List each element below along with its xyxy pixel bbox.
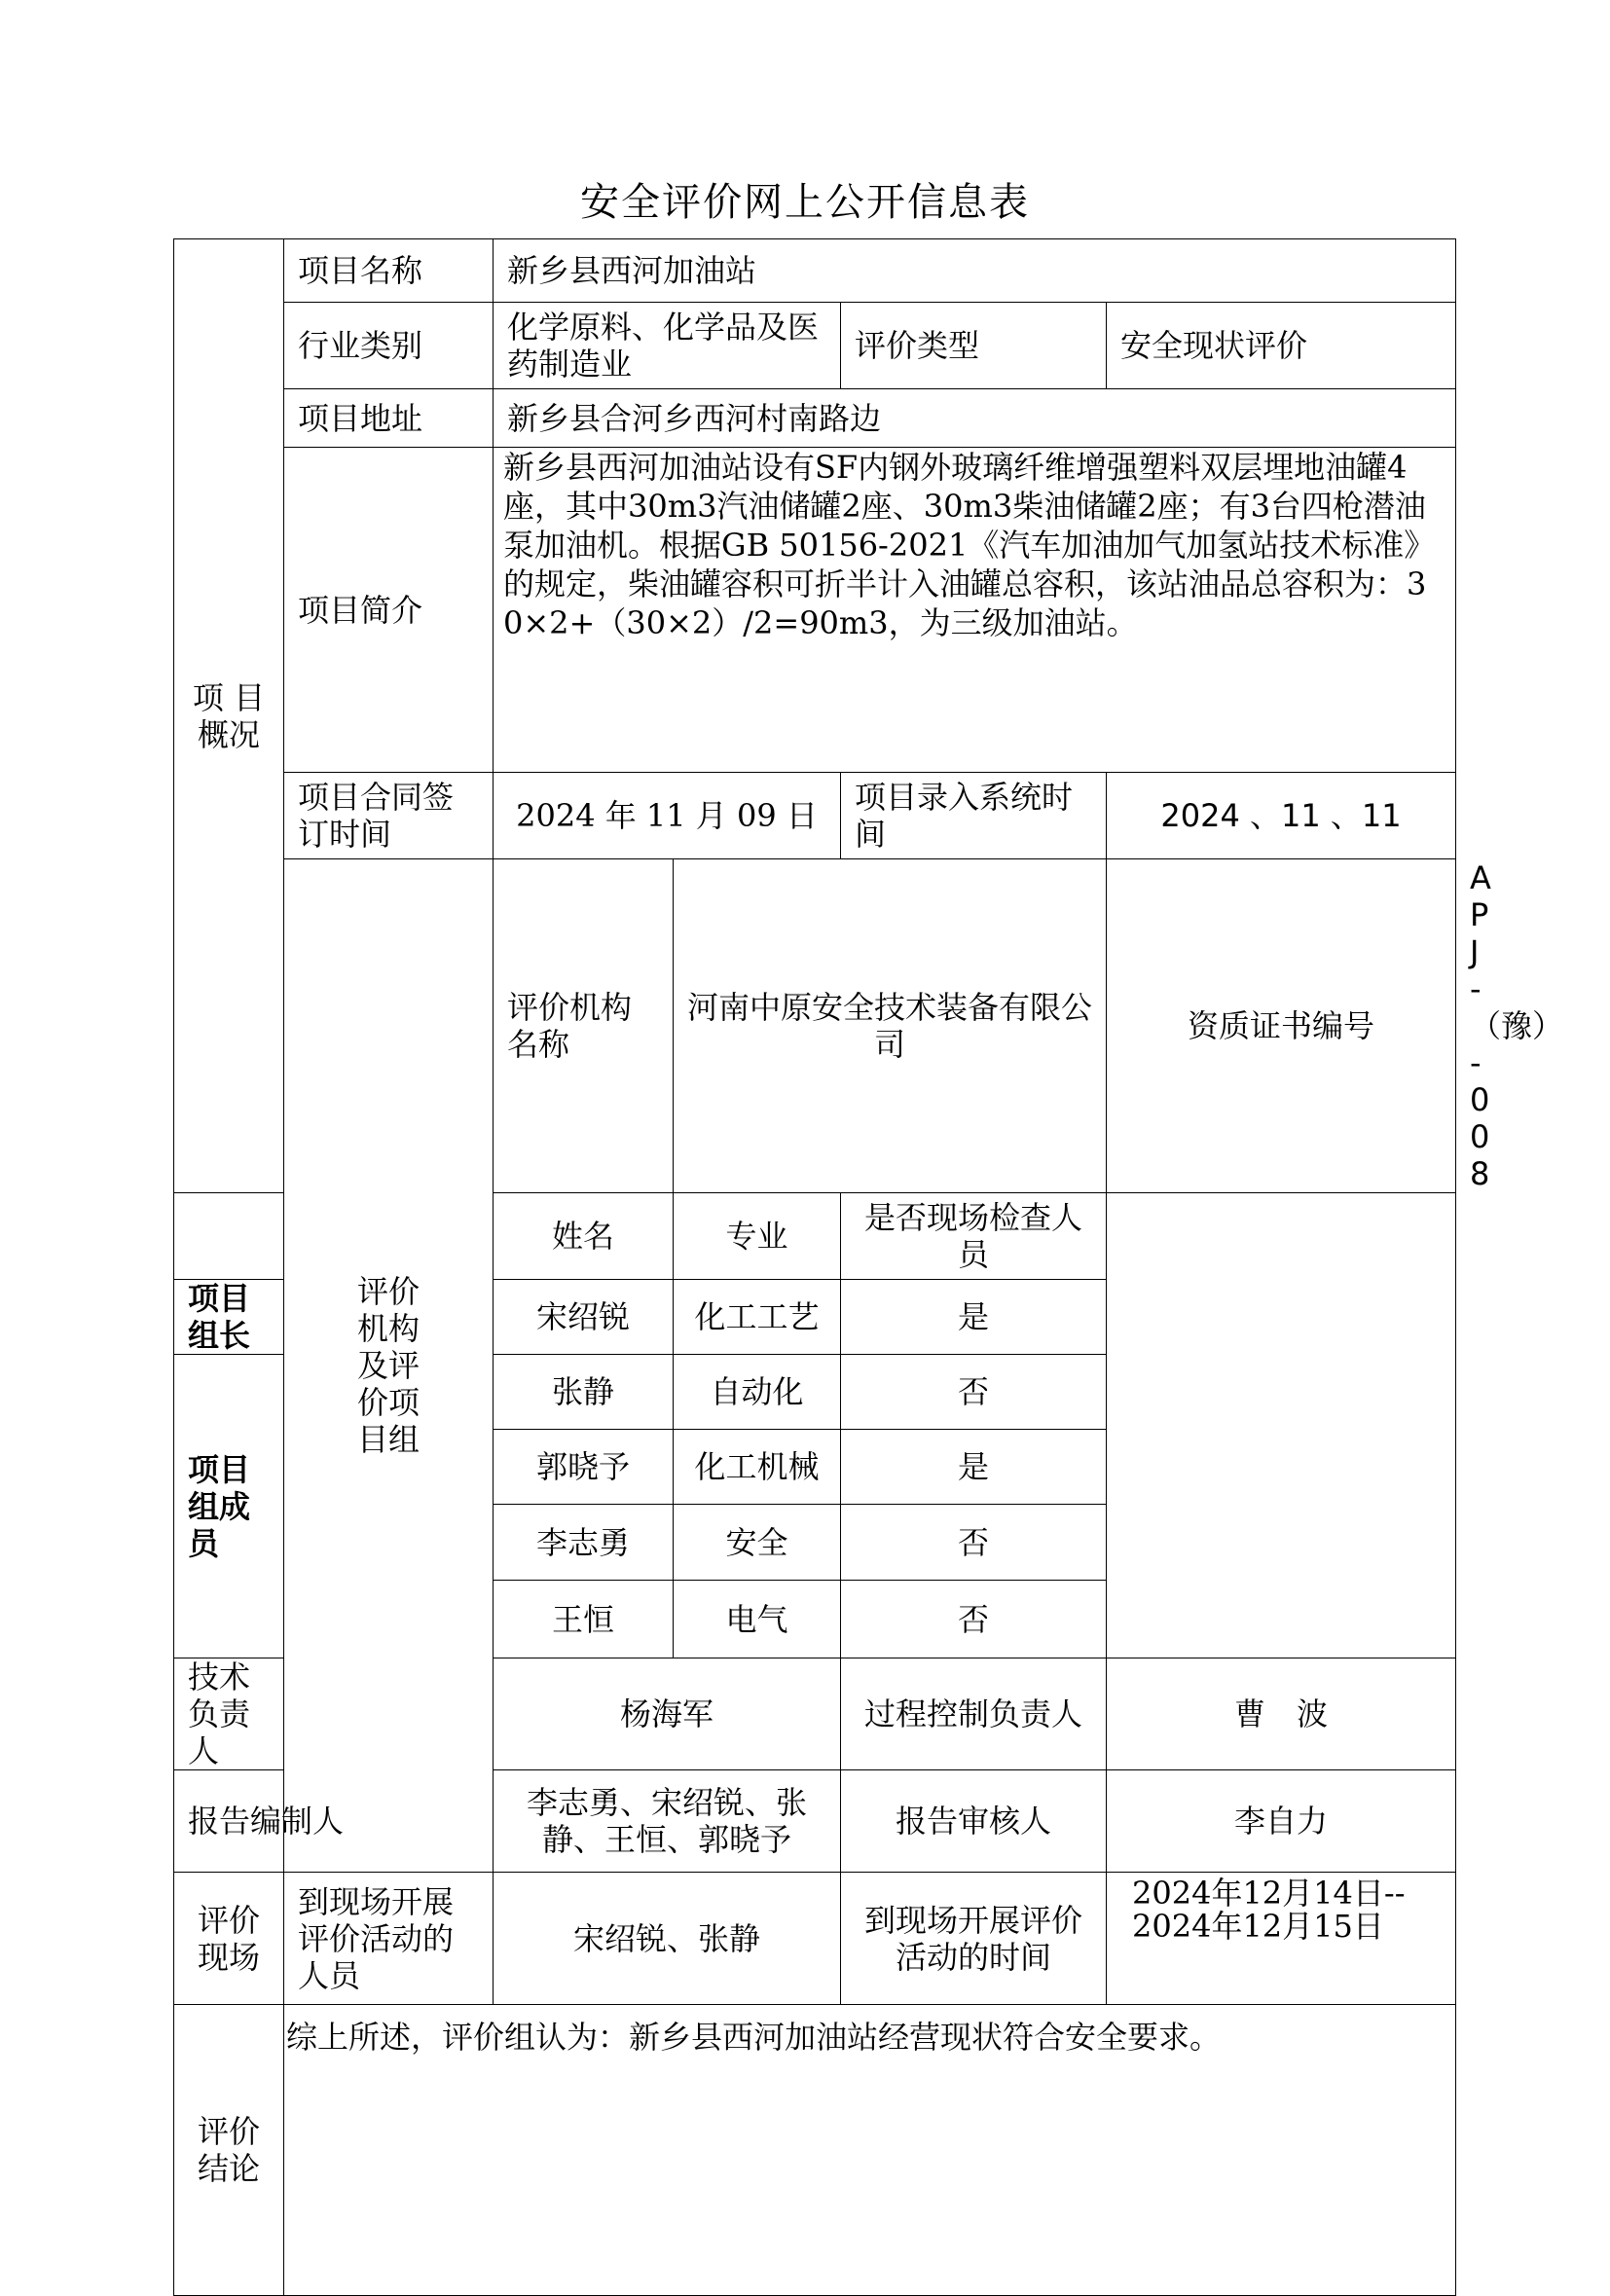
section-onsite-label: 评价 现场	[174, 1873, 284, 2005]
eval-type-value: 安全现状评价	[1107, 303, 1456, 389]
row-onsite	[174, 1873, 1456, 2005]
member-onsite: 否	[841, 1355, 1107, 1430]
section-org-label: 评价 机构 及评 价项 目组	[284, 859, 494, 1873]
tech-lead-value: 杨海军	[494, 1658, 841, 1770]
row-report	[174, 1770, 1456, 1873]
author-value: 李志勇、宋绍锐、张静、王恒、郭晓予	[494, 1770, 841, 1873]
industry-value: 化学原料、化学品及医药制造业	[494, 303, 841, 389]
cert-label: 资质证书编号	[1107, 859, 1456, 1193]
leader-major: 化工工艺	[674, 1280, 841, 1355]
member-name: 李志勇	[494, 1505, 674, 1581]
project-name-label: 项目名称	[284, 239, 494, 303]
summary-label: 项目简介	[284, 448, 494, 773]
member-onsite: 否	[841, 1581, 1107, 1658]
section-overview-label: 项 目 概况	[174, 239, 284, 1193]
member-name: 张静	[494, 1355, 674, 1430]
row-address	[174, 389, 1456, 448]
member-major: 自动化	[674, 1355, 841, 1430]
member-major: 电气	[674, 1581, 841, 1658]
team-blank-area	[1107, 1193, 1456, 1658]
row-project-name	[174, 239, 1456, 303]
row-summary	[174, 448, 1456, 773]
member-onsite: 否	[841, 1505, 1107, 1581]
org-name-label: 评价机构名称	[494, 859, 674, 1193]
industry-label: 行业类别	[284, 303, 494, 389]
member-major: 化工机械	[674, 1430, 841, 1505]
section-conclusion-label: 评价 结论	[174, 2005, 284, 2296]
row-dates	[174, 773, 1456, 859]
row-industry	[174, 303, 1456, 389]
leader-label: 项目组长	[174, 1280, 284, 1355]
contract-date-value: 2024 年 11 月 09 日	[494, 773, 841, 859]
entry-date-value: 2024 、11 、11	[1107, 773, 1456, 859]
reviewer-label: 报告审核人	[841, 1770, 1107, 1873]
tech-lead-label: 技术负责人	[174, 1658, 284, 1770]
members-label: 项目组成员	[174, 1355, 284, 1658]
team-header-blank	[174, 1193, 284, 1280]
contract-date-label: 项目合同签订时间	[284, 773, 494, 859]
summary-value: 新乡县西河加油站设有SF内钢外玻璃纤维增强塑料双层埋地油罐4座，其中30m3汽油储罐2座、30m3柴油储罐2座；有3台四枪潜油泵加油机。根据GB 50156-2021《汽车加油加气加氢站技术标准》的规定，柴油罐容积可折半计入油罐总容积，该站油品总容积为：30×2+（30×2）/2=90m3，为三级加油站。	[494, 448, 1456, 773]
author-label: 报告编制人	[174, 1770, 494, 1873]
onsite-time-label: 到现场开展评价活动的时间	[841, 1873, 1107, 2005]
address-value: 新乡县合河乡西河村南路边	[494, 389, 1456, 448]
leader-name: 宋绍锐	[494, 1280, 674, 1355]
onsite-time-value: 2024年12月14日-- 2024年12月15日	[1107, 1873, 1456, 2005]
eval-type-label: 评价类型	[841, 303, 1107, 389]
onsite-people-value: 宋绍锐、张静	[494, 1873, 841, 2005]
col-name-header: 姓名	[494, 1193, 674, 1280]
col-major-header: 专业	[674, 1193, 841, 1280]
member-name: 郭晓予	[494, 1430, 674, 1505]
process-lead-value: 曹 波	[1107, 1658, 1456, 1770]
page-title: 安全评价网上公开信息表	[580, 180, 1030, 225]
info-table	[173, 238, 1564, 2296]
row-conclusion	[174, 2005, 1456, 2296]
conclusion-text: 综上所述，评价组认为：新乡县西河加油站经营现状符合安全要求。	[284, 2005, 1456, 2296]
address-label: 项目地址	[284, 389, 494, 448]
onsite-people-label: 到现场开展评价活动的人员	[284, 1873, 494, 2005]
project-name-value: 新乡县西河加油站	[494, 239, 1456, 303]
member-name: 王恒	[494, 1581, 674, 1658]
process-lead-label: 过程控制负责人	[841, 1658, 1107, 1770]
org-name-value: 河南中原安全技术装备有限公司	[674, 859, 1107, 1193]
member-onsite: 是	[841, 1430, 1107, 1505]
col-onsite-header: 是否现场检查人员	[841, 1193, 1107, 1280]
reviewer-value: 李自力	[1107, 1770, 1456, 1873]
entry-date-label: 项目录入系统时间	[841, 773, 1107, 859]
leader-onsite: 是	[841, 1280, 1107, 1355]
row-org: 评价 机构 及评 价项 目组 评价机构名称 河南中原安全技术装备有限公司 资质证书编号 APJ-（豫）-008	[174, 859, 1456, 1193]
member-major: 安全	[674, 1505, 841, 1581]
